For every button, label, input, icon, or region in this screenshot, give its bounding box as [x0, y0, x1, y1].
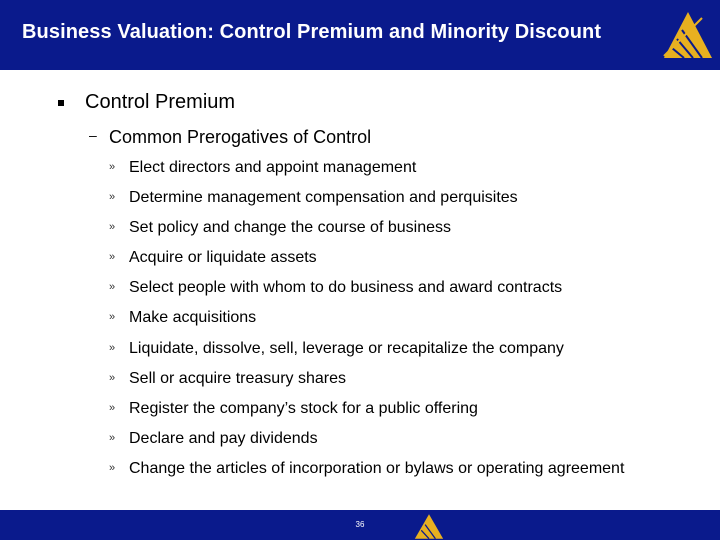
chevron-bullet: » [109, 341, 116, 354]
list-item-label: Change the articles of incorporation or bylaws or operating agreement [129, 459, 625, 477]
list-item-label: Acquire or liquidate assets [129, 249, 317, 267]
chevron-bullet: » [109, 191, 116, 204]
list-item-label: Liquidate, dissolve, sell, leverage or recapitalize the company [129, 339, 564, 357]
chevron-bullet: » [109, 401, 116, 414]
dash-bullet: – [89, 127, 97, 143]
list-item-label: Declare and pay dividends [129, 429, 318, 447]
chevron-bullet: » [109, 221, 116, 234]
list-item-label: Make acquisitions [129, 309, 257, 327]
list-item [109, 188, 699, 218]
list-item-label: Select people with whom to do business and award contracts [129, 279, 563, 297]
list-item-label: Set policy and change the course of business [129, 219, 451, 237]
chevron-bullet: » [109, 371, 116, 384]
list-item [109, 399, 699, 429]
list-item [109, 278, 699, 308]
prerogatives-list [109, 158, 699, 489]
logo-icon [662, 10, 714, 62]
list-item [109, 369, 699, 399]
list-item [109, 339, 699, 369]
list-item-label: Elect directors and appoint management [129, 159, 417, 176]
list-item-label: Sell or acquire treasury shares [129, 369, 346, 387]
list-item-label: Determine management compensation and perquisites [129, 189, 518, 207]
level1-label: Control Premium [85, 91, 236, 113]
list-item [109, 158, 699, 188]
level2-label: Common Prerogatives of Control [109, 127, 372, 147]
chevron-bullet: » [109, 251, 116, 264]
chevron-bullet: » [109, 281, 116, 294]
list-item [109, 308, 699, 338]
chevron-bullet: » [109, 161, 116, 173]
page-title: Business Valuation: Control Premium and Minority Discount [22, 21, 602, 43]
list-item [109, 218, 699, 248]
page-number: 36 [355, 520, 365, 529]
title-bar [0, 0, 720, 70]
chevron-bullet: » [109, 431, 116, 444]
square-bullet-icon [58, 100, 64, 106]
chevron-bullet: » [109, 461, 116, 474]
chevron-bullet: » [109, 311, 116, 324]
logo-icon [412, 513, 446, 540]
list-item-label: Register the company’s stock for a public offering [129, 399, 478, 417]
list-item [109, 429, 699, 459]
list-item [109, 248, 699, 278]
list-item [109, 459, 699, 489]
